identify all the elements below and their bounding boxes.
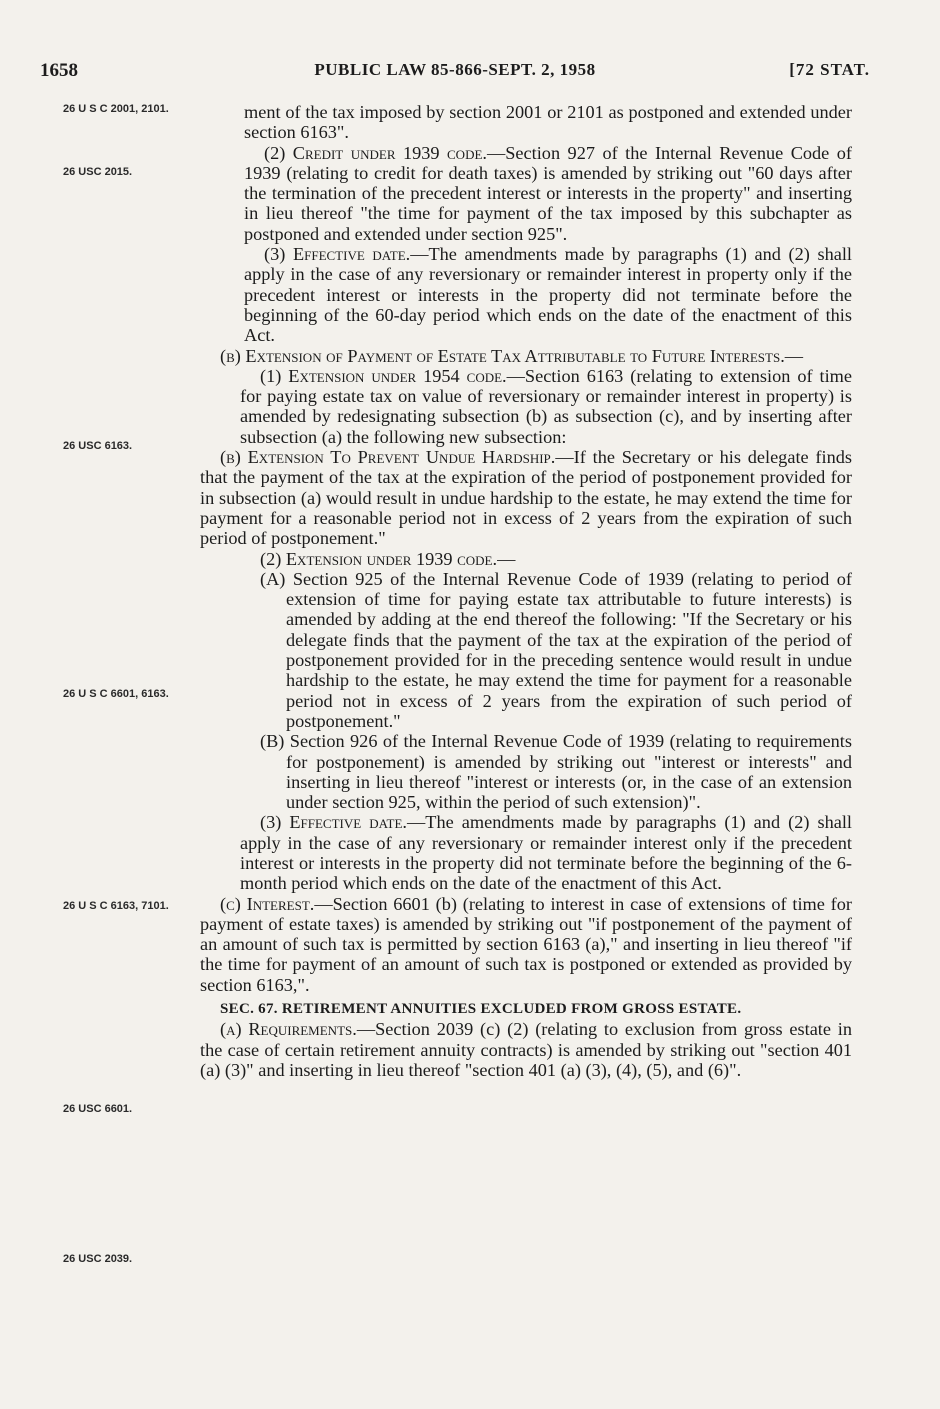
- margin-citation: 26 USC 2039.: [63, 1253, 133, 1265]
- paragraph-2-credit-1939: [200, 143, 852, 244]
- paragraph-continuation: ment of the tax imposed by section 2001 or 2101 as postponed and extended under section 6163".: [244, 102, 852, 143]
- page-title: PUBLIC LAW 85-866-SEPT. 2, 1958: [314, 60, 596, 79]
- volume-reference: [72 STAT.: [789, 60, 870, 79]
- paragraph-caption: (3) Effective date.: [260, 812, 408, 833]
- paragraph-caption: (2) Credit under 1939 code.: [264, 142, 487, 163]
- paragraph-3-effective-date: [200, 812, 852, 893]
- paragraph-caption: (2) Extension under 1939 code.: [260, 548, 498, 569]
- margin-citation: 26 U S C 6163, 7101.: [63, 900, 169, 912]
- paragraph-caption: (b) Extension of Payment of Estate Tax Attributable to Future Interests.: [220, 345, 785, 366]
- paragraph-3-effective-date: [200, 244, 852, 345]
- page-number: 1658: [40, 60, 78, 81]
- section-67-heading: SEC. 67. RETIREMENT ANNUITIES EXCLUDED FROM GROSS ESTATE.: [220, 1001, 742, 1018]
- subsection-a-requirements: [200, 1019, 852, 1080]
- subsection-c-interest: [200, 894, 852, 995]
- paragraph-caption: (1) Extension under 1954 code.: [260, 365, 507, 386]
- section-66-continued: [200, 102, 852, 1080]
- paragraph-2-extension-1939: [200, 549, 852, 569]
- paragraph-caption: (a) Requirements.: [220, 1019, 357, 1040]
- paragraph-text: —If the Secretary or his delegate finds that the payment of the tax at the expiration of the period of postponement provided for in subsection (a) would result in undue hardship to the estate, he may extend the time for payment for a reasonable period not in excess of 2 years from the expiration of such period of postponement.": [200, 447, 852, 549]
- paragraph-caption: (b) Extension To Prevent Undue Hardship.: [220, 447, 556, 468]
- paragraph-text: —The amendments made by paragraphs (1) and (2) shall apply in the case of any reversionary or remainder interest in property only if the precedent interest or interests in the property did not terminate before the beginning of the 60-day period which ends on the date of the enactment of this Act.: [244, 244, 852, 346]
- subparagraph-b: (B) Section 926 of the Internal Revenue Code of 1939 (relating to requirements for postponement) is amended by striking out "interest or interests" and inserting in lieu thereof "interest or interests (or, in the case of an extension under section 925, within the period of such extension)".: [260, 731, 852, 813]
- margin-citation: 26 U S C 2001, 2101.: [63, 103, 169, 115]
- paragraph-caption: (3) Effective date.: [264, 244, 411, 265]
- page-header: [40, 60, 870, 86]
- subsection-b-undue-hardship: [200, 447, 852, 548]
- margin-citation: 26 USC 2015.: [63, 166, 133, 178]
- paragraph-text: —: [784, 345, 804, 366]
- paragraph-caption: (c) Interest.: [220, 893, 315, 914]
- paragraph-text: —: [497, 548, 516, 569]
- paragraph-text: —Section 6601 (b) (relating to interest in case of extensions of time for payment of estate taxes) is amended by striking out "if postponement of the payment of an amount of such tax is permitted by section 6163 (a)," and inserting in lieu thereof "if the time for payment of an amount of such tax is postponed or extended as provided by section 6163,".: [200, 893, 852, 995]
- paragraph-text: —Section 6163 (relating to extension of time for paying estate tax on value of reversionary or remainder interest in property) is amended by redesignating subsection (b) as subsection (c), and by inserting after subsection (a) the following new subsection:: [240, 365, 852, 447]
- margin-citation: 26 U S C 6601, 6163.: [63, 688, 169, 700]
- paragraph-text: —Section 927 of the Internal Revenue Code of 1939 (relating to credit for death taxes) is amended by striking out "60 days after the termination of the precedent interest or interests in the property" and inserting in lieu thereof "the time for payment of the tax imposed by this subchapter as postponed and extended under section 925".: [244, 142, 852, 244]
- paragraph-1-extension-1954: [200, 366, 852, 447]
- paragraph-text: —Section 2039 (c) (2) (relating to exclusion from gross estate in the case of certain retirement annuity contracts) is amended by striking out "section 401 (a) (3)" and inserting in lieu thereof "section 401 (a) (3), (4), (5), and (6)".: [200, 1019, 852, 1080]
- margin-citation: 26 USC 6163.: [63, 440, 133, 452]
- subsection-b-heading: [200, 346, 852, 366]
- margin-citation: 26 USC 6601.: [63, 1103, 133, 1115]
- subparagraph-a: (A) Section 925 of the Internal Revenue Code of 1939 (relating to period of extension of time for paying estate tax attributable to future interests) is amended by adding at the end thereof the following: "If the Secretary or his delegate finds that the payment of the tax at the expiration of the period of postponement provided for in the preceding sentence would result in undue hardship to the estate, he may extend the time for payment for a reasonable period not in excess of 2 years from the expiration of such period of postponement.": [260, 568, 852, 731]
- paragraph-text: —The amendments made by paragraphs (1) and (2) shall apply in the case of any reversionary or remainder interest only if the precedent interest or interests in the property did not terminate before the beginning of the 6-month period which ends on the date of the enactment of this Act.: [240, 812, 852, 894]
